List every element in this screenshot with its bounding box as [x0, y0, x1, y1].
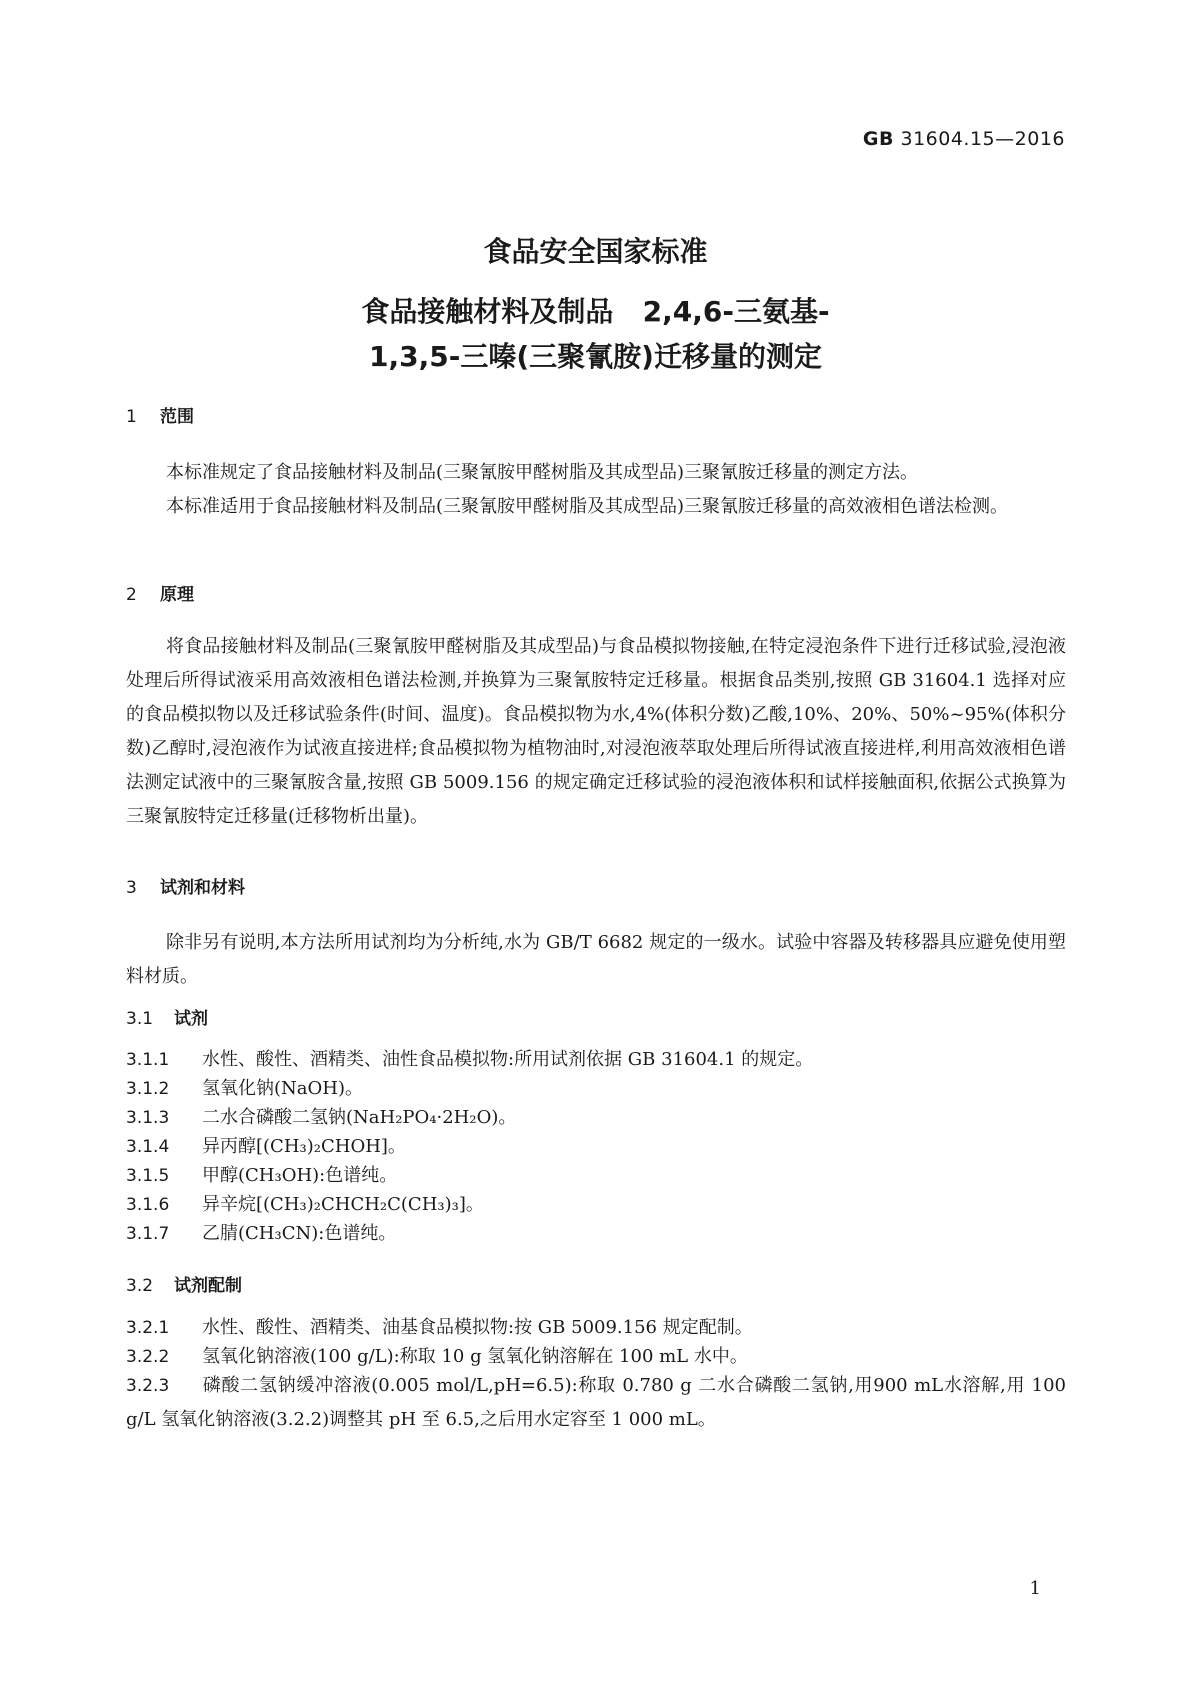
section-3-heading — [126, 873, 245, 898]
section-number: 3.2 — [126, 1276, 154, 1296]
section-title: 试剂配制 — [174, 1276, 242, 1296]
section-number: 2 — [126, 585, 137, 605]
item-number: 3.2.2 — [126, 1347, 170, 1367]
document-title-line-1: 食品安全国家标准 — [483, 235, 708, 268]
document-title-line-2: 食品接触材料及制品 2,4,6-三氨基- — [361, 295, 830, 328]
item-text: 水性、酸性、酒精类、油性食品模拟物:所用试剂依据 GB 31604.1 的规定。 — [202, 1049, 814, 1070]
section-2-paragraph-1: 将食品接触材料及制品(三聚氰胺甲醛树脂及其成型品)与食品模拟物接触,在特定浸泡条件下进行迁移试验,浸泡液处理后所得试液采用高效液相色谱法检测,并换算为三聚氰胺特定迁移量。根据食品类别,按照 GB 31604.1 选择对应的食品模拟物以及迁移试验条件(时间、温度)。食品模拟物为水,4%(体积分数)乙酸,10%、20%、50%~95%(体积分数)乙醇时,浸泡液作为试液直接进样;食品模拟物为植物油时,对浸泡液萃取处理后所得试液直接进样,利用高效液相色谱法测定试液中的三聚氰胺含量,按照 GB 5009.156 的规定确定迁移试验的浸泡液体积和试样接触面积,依据公式换算为三聚氰胺特定迁移量(迁移物析出量)。 — [126, 636, 1066, 827]
item-text: 异丙醇[(CH₃)₂CHOH]。 — [202, 1136, 406, 1157]
item-number: 3.1.7 — [126, 1224, 170, 1244]
item-number: 3.1.6 — [126, 1195, 170, 1215]
item-text: 氢氧化钠(NaOH)。 — [202, 1078, 363, 1099]
section-title: 试剂和材料 — [160, 878, 245, 898]
section-title: 试剂 — [174, 1009, 208, 1029]
section-number: 3.1 — [126, 1009, 154, 1029]
item-text: 甲醇(CH₃OH):色谱纯。 — [202, 1165, 398, 1186]
item-number: 3.2.3 — [126, 1376, 170, 1396]
page-number: 1 — [1029, 1578, 1041, 1599]
standard-code-prefix: GB — [862, 128, 894, 150]
item-text: 氢氧化钠溶液(100 g/L):称取 10 g 氢氧化钠溶解在 100 mL 水中。 — [202, 1346, 748, 1367]
item-text: 异辛烷[(CH₃)₂CHCH₂C(CH₃)₃]。 — [202, 1194, 484, 1215]
item-text: 乙腈(CH₃CN):色谱纯。 — [202, 1223, 397, 1244]
standard-code — [863, 128, 1065, 150]
section-1-paragraph-2: 本标准适用于食品接触材料及制品(三聚氰胺甲醛树脂及其成型品)三聚氰胺迁移量的高效液相色谱法检测。 — [166, 496, 1009, 517]
section-1-heading — [126, 402, 194, 427]
item-number: 3.2.1 — [126, 1318, 170, 1338]
standard-code-number: 31604.15—2016 — [900, 128, 1065, 150]
section-title: 范围 — [160, 407, 194, 427]
item-text: 水性、酸性、酒精类、油基食品模拟物:按 GB 5009.156 规定配制。 — [202, 1317, 753, 1338]
section-3-paragraph-1: 除非另有说明,本方法所用试剂均为分析纯,水为 GB/T 6682 规定的一级水。试验中容器及转移器具应避免使用塑料材质。 — [126, 932, 1066, 987]
item-number: 3.1.3 — [126, 1108, 170, 1128]
item-text: 二水合磷酸二氢钠(NaH₂PO₄·2H₂O)。 — [202, 1107, 517, 1128]
section-3-2-heading — [126, 1271, 242, 1296]
item-text: 磷酸二氢钠缓冲溶液(0.005 mol/L,pH=6.5):称取 0.780 g 二水合磷酸二氢钠,用900 mL水溶解,用 100 g/L 氢氧化钠溶液(3.2.2)调整其 pH 至 6.5,之后用水定容至 1 000 mL。 — [126, 1375, 1066, 1430]
item-number: 3.1.5 — [126, 1166, 170, 1186]
section-3-1-heading — [126, 1004, 208, 1029]
section-number: 3 — [126, 878, 137, 898]
item-number: 3.1.4 — [126, 1137, 170, 1157]
list-item — [126, 1369, 1066, 1437]
item-number: 3.1.1 — [126, 1050, 170, 1070]
item-number: 3.1.2 — [126, 1079, 170, 1099]
list-item — [126, 1217, 1066, 1251]
section-number: 1 — [126, 407, 137, 427]
section-title: 原理 — [160, 585, 194, 605]
section-1-paragraph-1: 本标准规定了食品接触材料及制品(三聚氰胺甲醛树脂及其成型品)三聚氰胺迁移量的测定方法。 — [166, 462, 919, 483]
section-2-heading — [126, 580, 194, 605]
document-title-line-3: 1,3,5-三嗪(三聚氰胺)迁移量的测定 — [369, 340, 822, 373]
